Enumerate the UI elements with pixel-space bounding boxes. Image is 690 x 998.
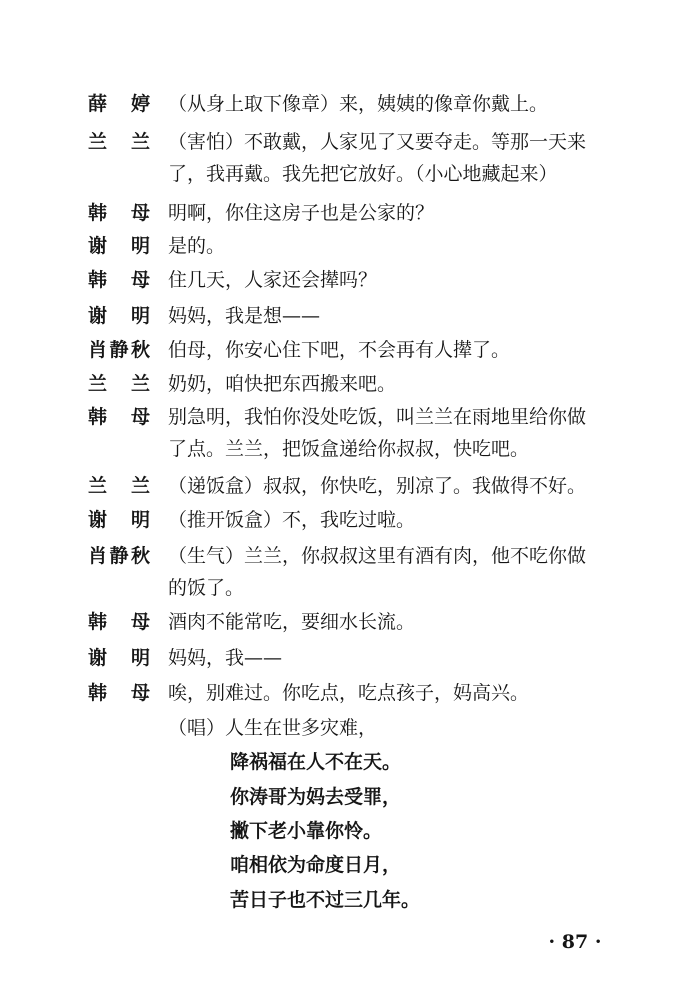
song-verse: 降祸福在人不在天。 bbox=[230, 751, 402, 773]
song-label: （唱）人生在世多灾难， bbox=[168, 717, 378, 739]
speaker-name: 肖静秋 bbox=[88, 339, 150, 361]
dialogue-line: 是的。 bbox=[168, 235, 226, 257]
dialogue-line: 妈妈，我是想—— bbox=[168, 305, 321, 327]
dialogue-line: （害怕）不敢戴，人家见了又要夺走。等那一天来 bbox=[168, 131, 587, 153]
dialogue-line: （递饭盒）叔叔，你快吃，别凉了。我做得不好。 bbox=[168, 475, 587, 497]
dialogue-line: 酒肉不能常吃，要细水长流。 bbox=[168, 611, 416, 633]
dialogue-line: 了，我再戴。我先把它放好。（小心地藏起来） bbox=[168, 163, 558, 185]
song-verse-row bbox=[0, 781, 690, 813]
dialogue-row bbox=[0, 264, 690, 296]
dialogue-line: 奶奶，咱快把东西搬来吧。 bbox=[168, 373, 397, 395]
dialogue-row bbox=[0, 642, 690, 674]
speaker-name: 韩 母 bbox=[88, 682, 150, 704]
dialogue-row bbox=[0, 504, 690, 536]
speaker-name: 薛 婷 bbox=[88, 93, 150, 115]
dialogue-row bbox=[0, 300, 690, 332]
dialogue-row bbox=[0, 230, 690, 262]
speaker-name: 韩 母 bbox=[88, 269, 150, 291]
song-verse: 撇下老小靠你怜。 bbox=[230, 820, 383, 842]
dialogue-line: （从身上取下像章）来，姨姨的像章你戴上。 bbox=[168, 93, 549, 115]
song-verse: 苦日子也不过三几年。 bbox=[230, 889, 421, 911]
page-number: · 87 · bbox=[548, 931, 602, 953]
song-verse-row bbox=[0, 849, 690, 881]
speaker-name: 兰 兰 bbox=[88, 373, 150, 395]
speaker-name: 兰 兰 bbox=[88, 475, 150, 497]
song-verse-row bbox=[0, 815, 690, 847]
speaker-name: 韩 母 bbox=[88, 406, 150, 428]
dialogue-line: 的饭了。 bbox=[168, 577, 245, 599]
dialogue-row bbox=[0, 540, 690, 572]
speaker-name: 兰 兰 bbox=[88, 131, 150, 153]
song-verse: 你涛哥为妈去受罪， bbox=[230, 786, 402, 808]
dialogue-row bbox=[0, 88, 690, 120]
dialogue-continuation-row bbox=[0, 158, 690, 190]
dialogue-row bbox=[0, 334, 690, 366]
speaker-name: 韩 母 bbox=[88, 611, 150, 633]
speaker-name: 谢 明 bbox=[88, 647, 150, 669]
dialogue-line: 明啊，你住这房子也是公家的？ bbox=[168, 202, 435, 224]
song-verse-row bbox=[0, 884, 690, 916]
dialogue-continuation-row bbox=[0, 572, 690, 604]
dialogue-line: 妈妈，我—— bbox=[168, 647, 283, 669]
dialogue-row bbox=[0, 368, 690, 400]
speaker-name: 肖静秋 bbox=[88, 545, 150, 567]
speaker-name: 韩 母 bbox=[88, 202, 150, 224]
dialogue-line: （推开饭盒）不，我吃过啦。 bbox=[168, 509, 416, 531]
song-verse-row bbox=[0, 746, 690, 778]
dialogue-line: 了点。兰兰，把饭盒递给你叔叔，快吃吧。 bbox=[168, 438, 530, 460]
dialogue-line: 伯母，你安心住下吧，不会再有人撵了。 bbox=[168, 339, 511, 361]
song-verse: 咱相依为命度日月， bbox=[230, 854, 402, 876]
dialogue-line: 别急明，我怕你没处吃饭，叫兰兰在雨地里给你做 bbox=[168, 406, 587, 428]
dialogue-row bbox=[0, 470, 690, 502]
dialogue-line: 住几天，人家还会撵吗？ bbox=[168, 269, 378, 291]
speaker-name: 谢 明 bbox=[88, 509, 150, 531]
dialogue-continuation-row bbox=[0, 433, 690, 465]
dialogue-row bbox=[0, 401, 690, 433]
dialogue-row bbox=[0, 677, 690, 709]
dialogue-row bbox=[0, 606, 690, 638]
dialogue-line: 唉，别难过。你吃点，吃点孩子，妈高兴。 bbox=[168, 682, 530, 704]
speaker-name: 谢 明 bbox=[88, 235, 150, 257]
speaker-name: 谢 明 bbox=[88, 305, 150, 327]
dialogue-line: （生气）兰兰，你叔叔这里有酒有肉，他不吃你做 bbox=[168, 545, 587, 567]
dialogue-row bbox=[0, 197, 690, 229]
dialogue-row bbox=[0, 126, 690, 158]
song-row bbox=[0, 712, 690, 744]
